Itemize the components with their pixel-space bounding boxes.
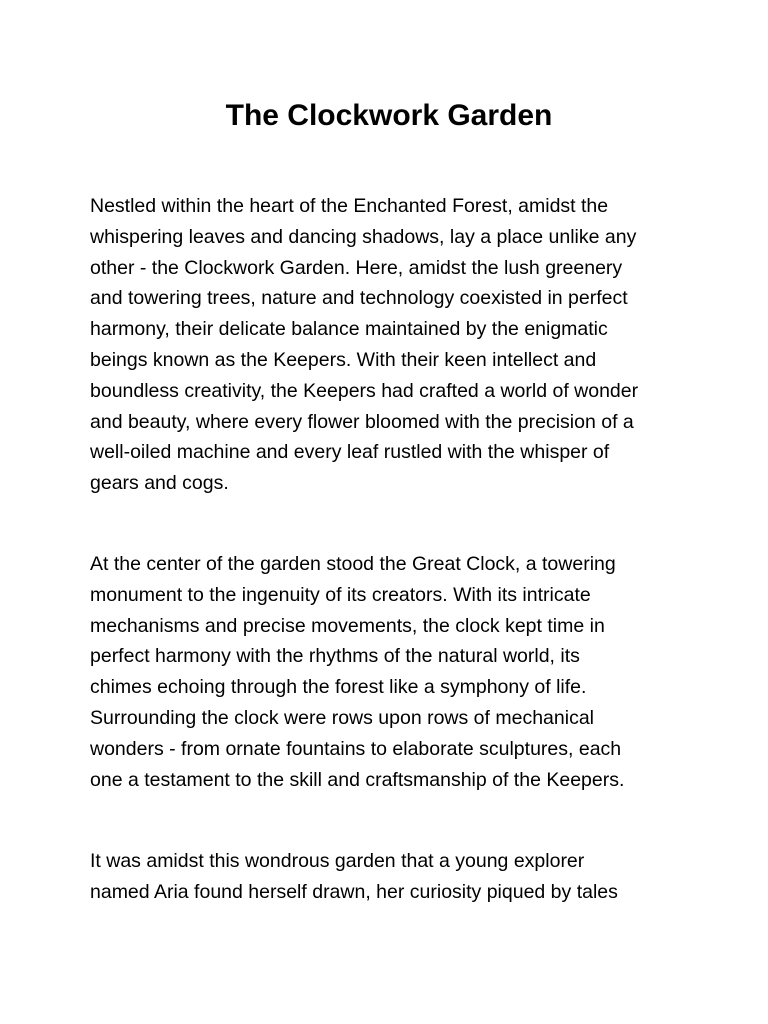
paragraph-3 (90, 846, 690, 908)
text-line: well-oiled machine and every leaf rustled with the whisper of (90, 441, 610, 464)
text-line: wonders - from ornate fountains to elaborate sculptures, each (90, 737, 622, 760)
text-line: named Aria found herself drawn, her curiosity piqued by tales (90, 880, 618, 903)
text-line: Surrounding the clock were rows upon rows of mechanical (90, 706, 595, 729)
text-line: and towering trees, nature and technology coexisted in perfect (90, 287, 628, 310)
text-line: and beauty, where every flower bloomed with the precision of a (90, 410, 634, 433)
text-line: one a testament to the skill and craftsmanship of the Keepers. (90, 768, 625, 791)
text-line: monument to the ingenuity of its creators. With its intricate (90, 583, 591, 606)
text-line: boundless creativity, the Keepers had crafted a world of wonder (90, 379, 639, 402)
text-line: gears and cogs. (90, 472, 229, 495)
text-line: chimes echoing through the forest like a symphony of life. (90, 676, 587, 699)
paragraph-2 (90, 549, 690, 795)
text-line: Nestled within the heart of the Enchanted Forest, amidst the (90, 195, 609, 217)
text-line: other - the Clockwork Garden. Here, amidst the lush greenery (90, 256, 623, 279)
text-line: At the center of the garden stood the Great Clock, a towering (90, 553, 616, 575)
paragraph-1 (90, 191, 690, 499)
text-line: harmony, their delicate balance maintained by the enigmatic (90, 318, 608, 341)
text-line: mechanisms and precise movements, the clock kept time in (90, 614, 605, 637)
text-line: perfect harmony with the rhythms of the natural world, its (90, 645, 580, 668)
text-line: beings known as the Keepers. With their keen intellect and (90, 348, 597, 371)
text-line: It was amidst this wondrous garden that a young explorer (90, 850, 585, 872)
document-title: The Clockwork Garden (225, 99, 553, 132)
text-line: whispering leaves and dancing shadows, lay a place unlike any (90, 225, 637, 248)
